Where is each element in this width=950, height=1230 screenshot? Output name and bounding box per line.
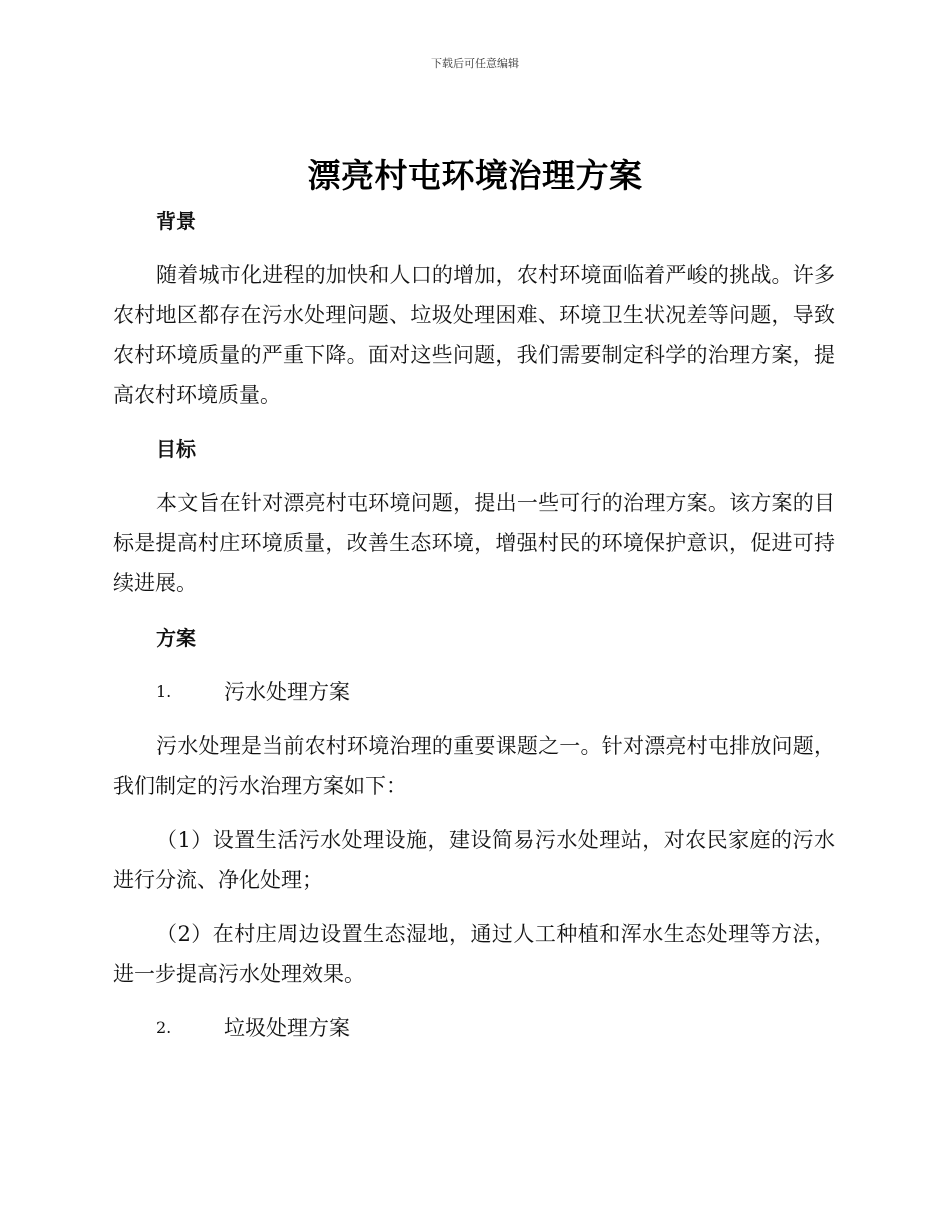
background-paragraph: 随着城市化进程的加快和人口的增加，农村环境面临着严峻的挑战。许多农村地区都存在污水处理问题、垃圾处理困难、环境卫生状况差等问题，导致农村环境质量的严重下降。面对这些问题，我们需要制定科学的治理方案，提高农村环境质量。 (113, 263, 835, 407)
list-number: 1. (156, 682, 172, 701)
list-label: 垃圾处理方案 (224, 1016, 350, 1040)
list-item-garbage (113, 1008, 835, 1048)
list-label: 污水处理方案 (224, 680, 350, 704)
list-item-sewage (113, 672, 835, 712)
page-title: 漂亮村屯环境治理方案 (307, 156, 643, 195)
sewage-intro-paragraph: 污水处理是当前农村环境治理的重要课题之一。针对漂亮村屯排放问题，我们制定的污水治理方案如下： (113, 734, 835, 798)
sewage-measure-2: （2）在村庄周边设置生态湿地，通过人工种植和浑水生态处理等方法，进一步提高污水处理效果。 (113, 922, 835, 986)
list-number: 2. (156, 1018, 172, 1037)
sewage-measure-1: （1）设置生活污水处理设施，建设简易污水处理站，对农民家庭的污水进行分流、净化处理； (113, 828, 835, 892)
goal-paragraph: 本文旨在针对漂亮村屯环境问题，提出一些可行的治理方案。该方案的目标是提高村庄环境质量，改善生态环境，增强村民的环境保护意识，促进可持续进展。 (113, 491, 835, 595)
header-note: 下载后可任意编辑 (431, 57, 519, 70)
section-heading-plan: 方案 (156, 626, 196, 650)
document-body (113, 201, 835, 1048)
section-heading-goal: 目标 (156, 437, 196, 461)
section-heading-background: 背景 (156, 209, 196, 233)
